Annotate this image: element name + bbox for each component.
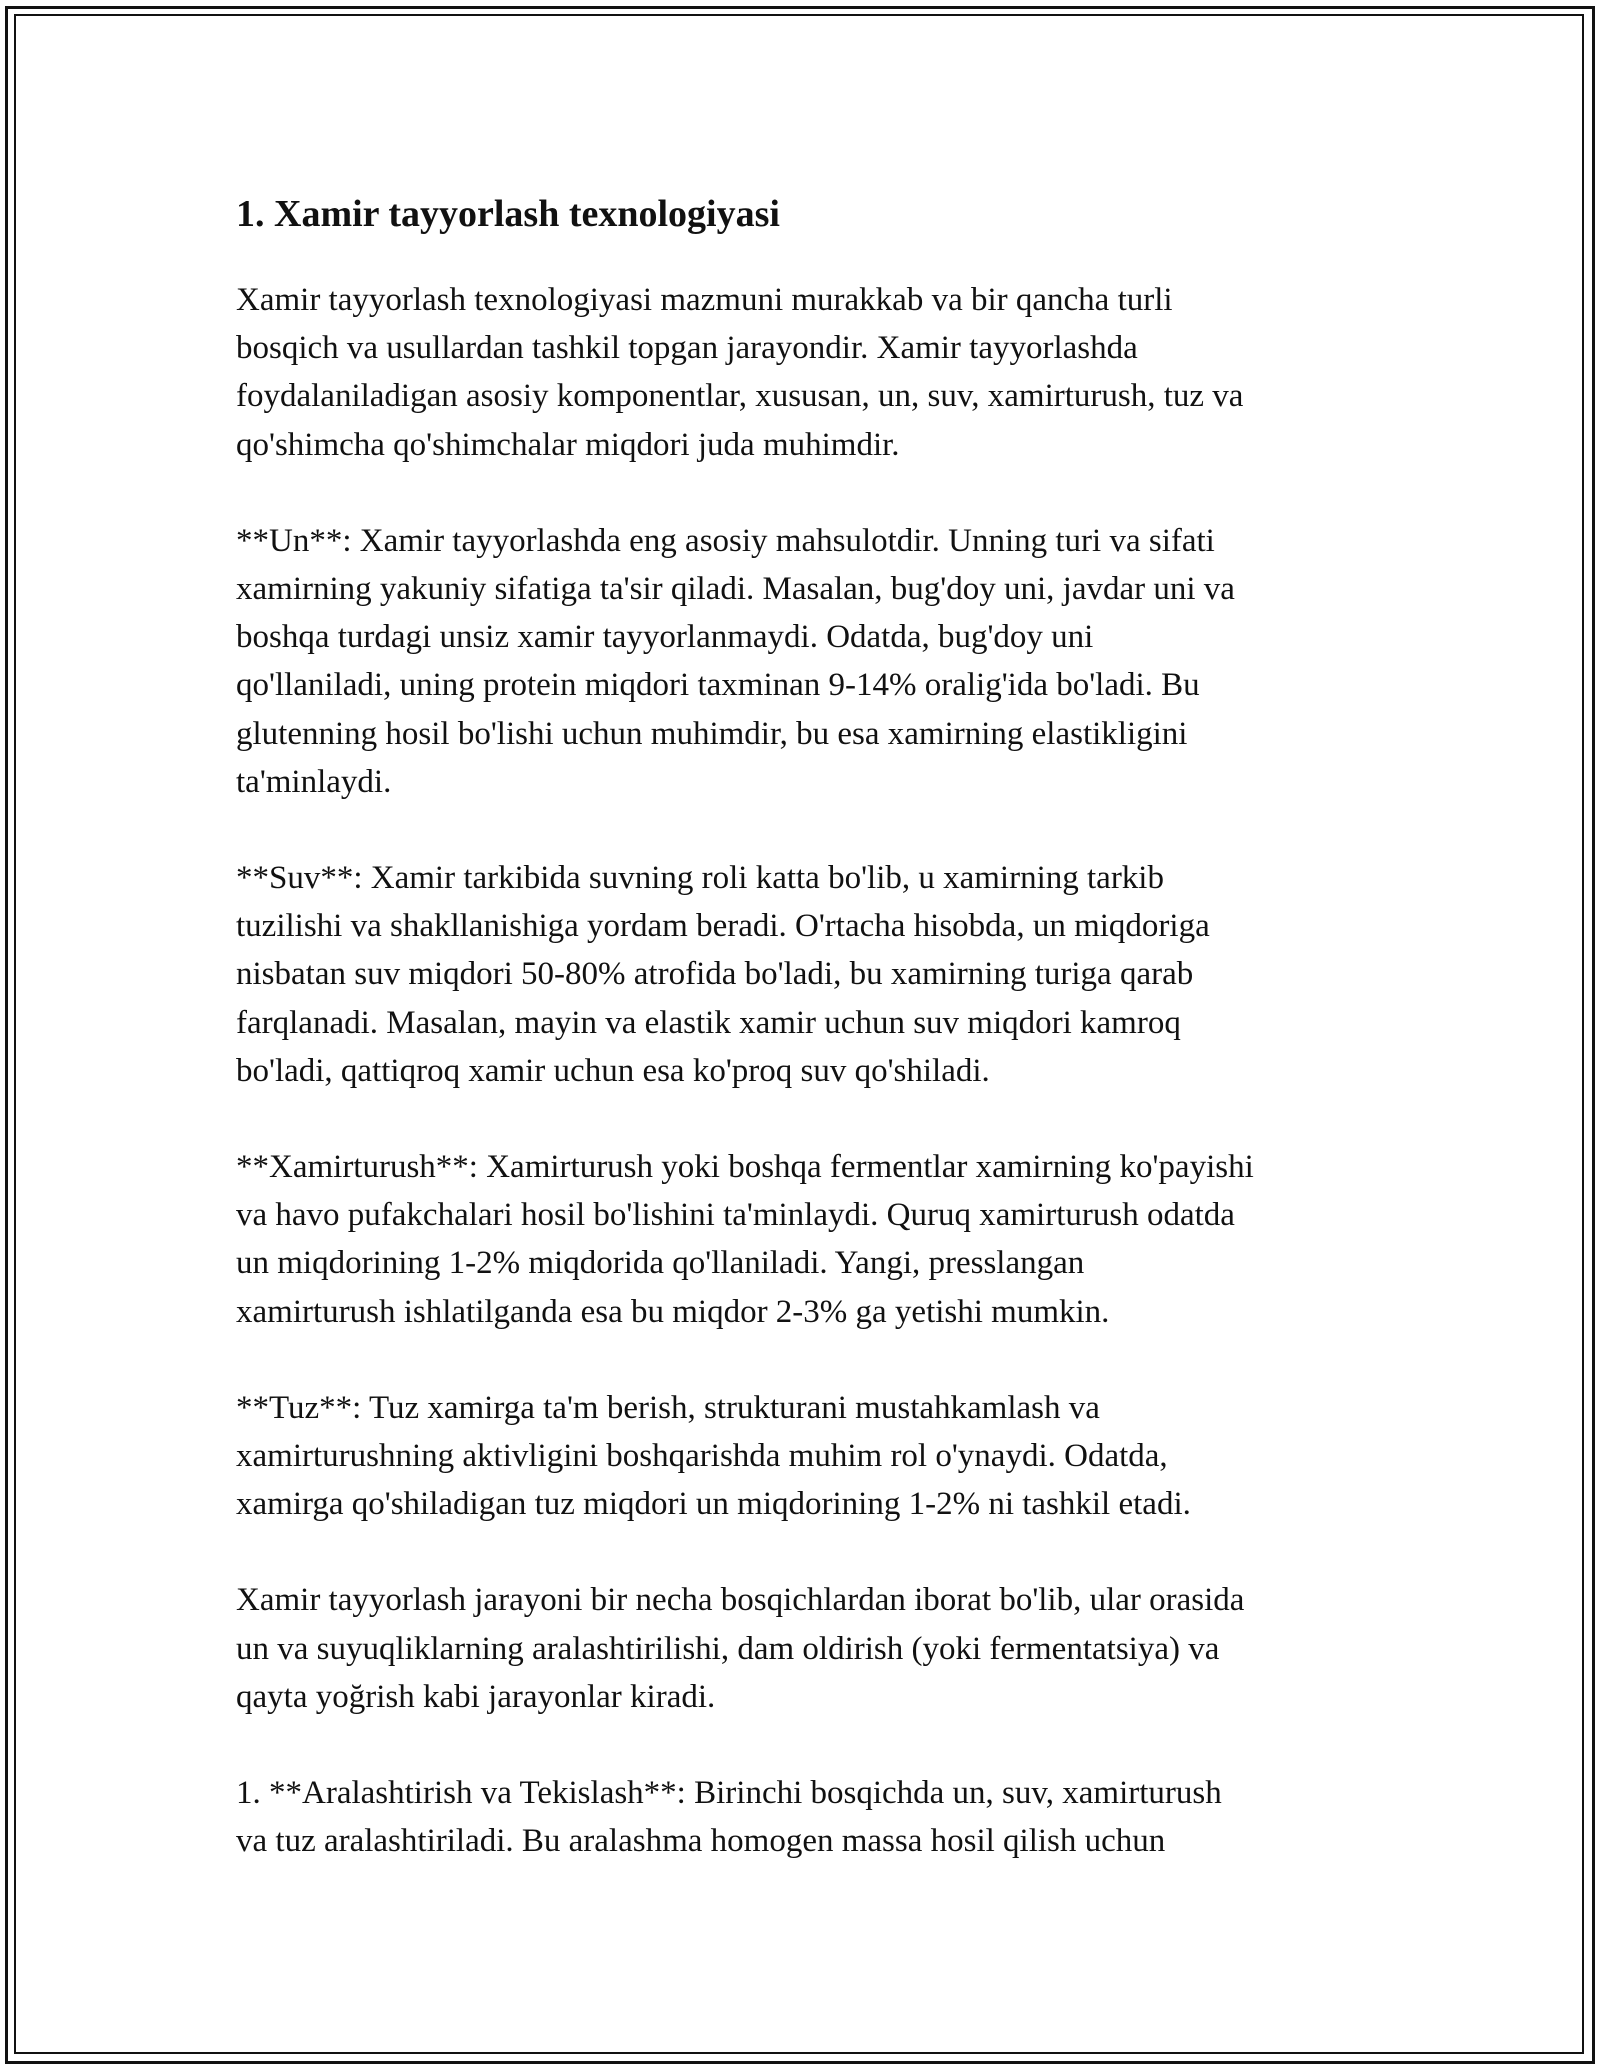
- paragraph-step-1: 1. **Aralashtirish va Tekislash**: Birinchi bosqichda un, suv, xamirturush va tuz aralashtiriladi. Bu aralashma homogen massa hosil qilish uchun: [236, 1775, 1222, 1860]
- section-heading: 1. Xamir tayyorlash texnologiyasi: [236, 193, 780, 235]
- paragraph-intro: Xamir tayyorlash texnologiyasi mazmuni murakkab va bir qancha turli bosqich va usullardan tashkil topgan jarayondir. Xamir tayyorlashda foydalaniladigan asosiy komponentlar, xususan, un, suv, xamirturush, tuz va qo'shimcha qo'shimchalar miqdori juda muhimdir.: [236, 282, 1244, 463]
- document-page: [236, 188, 1386, 1913]
- paragraph-tuz: **Tuz**: Tuz xamirga ta'm berish, strukturani mustahkamlash va xamirturushning aktivligini boshqarishda muhim rol o'ynaydi. Odatda, xamirga qo'shiladigan tuz miqdori un miqdorining 1-2% ni tashkil etadi.: [236, 1389, 1191, 1523]
- paragraph-process: Xamir tayyorlash jarayoni bir necha bosqichlardan iborat bo'lib, ular orasida un va suyuqliklarning aralashtirilishi, dam oldirish (yoki fermentatsiya) va qayta yoğrish kabi jarayonlar kiradi.: [236, 1582, 1245, 1715]
- paragraph-un: **Un**: Xamir tayyorlashda eng asosiy mahsulotdir. Unning turi va sifati xamirning yakuniy sifatiga ta'sir qiladi. Masalan, bug'doy uni, javdar uni va boshqa turdagi unsiz xamir tayyorlanmaydi. Odatda, bug'doy uni qo'llaniladi, uning protein miqdori taxminan 9-14% oralig'ida bo'ladi. Bu glutenning hosil bo'lishi uchun muhimdir, bu esa xamirning elastikligini ta'minlaydi.: [236, 522, 1235, 800]
- paragraph-xamirturush: **Xamirturush**: Xamirturush yoki boshqa fermentlar xamirning ko'payishi va havo pufakchalari hosil bo'lishini ta'minlaydi. Quruq xamirturush odatda un miqdorining 1-2% miqdorida qo'llaniladi. Yangi, presslangan xamirturush ishlatilganda esa bu miqdor 2-3% ga yetishi mumkin.: [236, 1149, 1254, 1330]
- paragraph-suv: **Suv**: Xamir tarkibida suvning roli katta bo'lib, u xamirning tarkib tuzilishi va shakllanishiga yordam beradi. O'rtacha hisobda, un miqdoriga nisbatan suv miqdori 50-80% atrofida bo'ladi, bu xamirning turiga qarab farqlanadi. Masalan, mayin va elastik xamir uchun suv miqdori kamroq bo'ladi, qattiqroq xamir uchun esa ko'proq suv qo'shiladi.: [236, 860, 1210, 1089]
